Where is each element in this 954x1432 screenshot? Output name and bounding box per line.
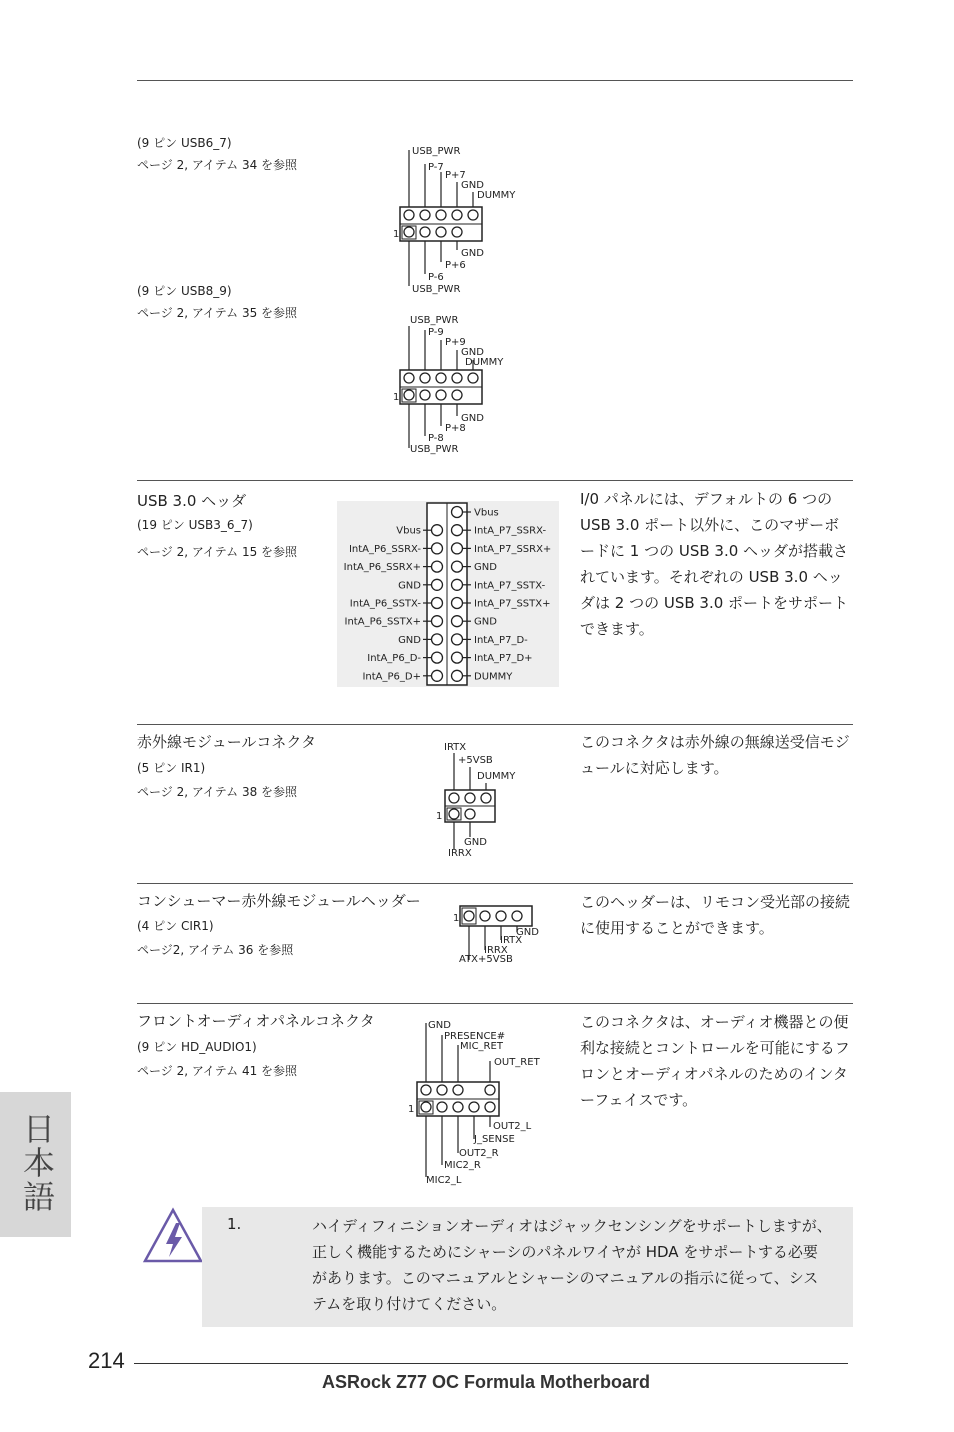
usb30-right-label: GND [474,562,497,574]
usb89-header-diagram [385,310,545,458]
usb30-left-label: IntA_P6_D+ [362,671,421,683]
usb30-right-label: IntA_P7_SSTX- [474,580,546,592]
usb67-label-p+6: P+6 [445,260,466,271]
usb30-left-pin [432,616,443,627]
audio-label-mic2r: MIC2_R [444,1160,481,1171]
usb89-label-usbpwr-bottom: USB_PWR [410,444,459,455]
audio-ref: ページ 2, アイテム 41 を参照 [137,1064,298,1078]
usb30-right-pin [452,543,463,554]
usb30-left-pin [432,634,443,645]
ir-ref: ページ 2, アイテム 38 を参照 [137,785,298,799]
audio-label-jsense: J_SENSE [474,1134,515,1145]
usb30-left-label: GND [398,580,421,592]
usb30-right-pin [452,598,463,609]
usb89-label-dummy: DUMMY [465,357,504,368]
note-number: 1. [227,1215,242,1233]
usb67-label-p-7: P-7 [428,162,444,173]
usb67-pin1: 1 [393,229,400,240]
usb89-spec: (9 ピン USB8_9) [137,284,232,298]
usb30-left-label: IntA_P6_D- [367,653,421,665]
warning-icon [142,1207,204,1265]
audio-label-gnd: GND [428,1020,451,1031]
note-text: ハイディフィニションオーディオはジャックセンシングをサポートしますが、正しく機能するためにシャーシのパネルワイヤが HDA をサポートする必要があります。このマニュアルとシャーシのマニュアルの指示に従って、システムを取り付けてください。 [312,1217,832,1313]
usb30-left-label: IntA_P6_SSRX+ [343,562,421,574]
footer-title: ASRock Z77 OC Formula Motherboard [322,1372,651,1392]
usb30-right-pin [452,670,463,681]
usb30-description: I/0 パネルには、デフォルトの 6 つの USB 3.0 ポート以外に、このマザーボードに 1 つの USB 3.0 ヘッダが搭載されています。それぞれの USB 3.0 ヘッダは 2 つの USB 3.0 ポートをサポートできます。 [580,490,849,638]
usb30-left-pin [432,543,443,554]
audio-title: フロントオーディオパネルコネクタ [137,1012,375,1030]
usb30-right-pin [452,652,463,663]
audio-label-presence: PRESENCE# [444,1031,506,1042]
usb30-right-label: DUMMY [474,671,513,683]
usb30-left-label: GND [398,634,421,646]
usb67-spec: (9 ピン USB6_7) [137,136,232,150]
cir-pin1: 1 [453,913,460,924]
ir-pin1: 1 [436,811,443,822]
usb67-label-gnd-top: GND [461,180,484,191]
usb30-left-pin [432,579,443,590]
usb67-ref: ページ 2, アイテム 34 を参照 [137,158,298,172]
cir-spec: (4 ピン CIR1) [137,919,214,933]
usb30-left-pin [432,670,443,681]
usb30-left-label: IntA_P6_SSTX+ [344,616,421,628]
usb89-label-p+8: P+8 [445,423,466,434]
audio-label-out2r: OUT2_R [459,1148,499,1159]
usb30-left-label: IntA_P6_SSTX- [349,598,421,610]
usb30-left-pin [432,561,443,572]
usb30-right-pin [452,634,463,645]
usb89-label-p-8: P-8 [428,433,444,444]
usb30-title: USB 3.0 ヘッダ [137,492,247,510]
usb30-right-pin [452,507,463,518]
usb67-label-usbpwr-top: USB_PWR [412,146,461,157]
usb30-left-label: IntA_P6_SSRX- [348,543,421,555]
audio-description: このコネクタは、オーディオ機器との便利な接続とコントロールを可能にするフロンとオーディオパネルのためのインターフェイスです。 [580,1013,850,1109]
usb30-right-label: IntA_P7_D- [474,634,528,646]
usb89-pin1: 1 [393,392,400,403]
audio-label-outret: OUT_RET [494,1057,540,1068]
ir-label-gnd: GND [464,837,487,848]
top-rule [137,80,853,81]
usb30-right-label: IntA_P7_SSTX+ [474,598,551,610]
note-box [202,1207,853,1327]
audio-label-out2l: OUT2_L [493,1121,532,1132]
usb30-left-label: Vbus [396,525,421,537]
cir-title: コンシューマー赤外線モジュールヘッダー [137,892,421,910]
usb30-right-pin [452,561,463,572]
section-rule-ir [137,724,853,725]
usb30-header-diagram [337,501,559,687]
usb89-label-p-9: P-9 [428,327,444,338]
usb89-ref: ページ 2, アイテム 35 を参照 [137,306,298,320]
usb30-right-label: IntA_P7_SSRX+ [474,543,552,555]
usb30-right-pin [452,616,463,627]
cir-label-irtx: IRTX [500,935,523,946]
audio-header-diagram [402,1015,552,1187]
ir-label-dummy: DUMMY [477,771,516,782]
ir-title: 赤外線モジュールコネクタ [137,733,317,751]
cir-ref: ページ2, アイテム 36 を参照 [137,943,294,957]
cir-label-atx5vsb: ATX+5VSB [459,954,513,965]
usb30-right-label: Vbus [474,507,499,519]
usb89-label-usbpwr-top: USB_PWR [410,315,459,326]
ir-label-irrx: IRRX [448,848,472,859]
audio-label-micret: MIC_RET [460,1041,503,1052]
usb30-right-pin [452,579,463,590]
ir-description: このコネクタは赤外線の無線送受信モジュールに対応します。 [580,733,850,777]
cir-header-diagram [450,900,560,968]
usb67-label-p-6: P-6 [428,272,444,283]
usb30-right-label: IntA_P7_D+ [474,653,533,665]
ir-label-5vsb: +5VSB [458,755,493,766]
usb30-left-pin [432,598,443,609]
audio-label-mic2l: MIC2_L [426,1175,462,1186]
side-tab-label: 日本語 [18,1112,56,1214]
cir-label-irrx: IRRX [484,945,508,956]
cir-description: このヘッダーは、リモコン受光部の接続に使用することができます。 [580,893,851,937]
audio-spec: (9 ピン HD_AUDIO1) [137,1040,257,1054]
ir-header-diagram [430,737,540,862]
usb30-right-label: GND [474,616,497,628]
cir-label-gnd: GND [516,927,539,938]
usb30-right-pin [452,525,463,536]
section-rule-audio [137,1003,853,1004]
footer-rule [134,1363,848,1364]
usb67-header-diagram [385,140,545,300]
page-number: 214 [88,1348,125,1373]
usb89-label-gnd-top: GND [461,347,484,358]
usb67-label-dummy: DUMMY [477,190,516,201]
usb30-left-pin [432,652,443,663]
usb30-ref: ページ 2, アイテム 15 を参照 [137,545,298,559]
usb30-left-pin [432,525,443,536]
usb89-label-p+9: P+9 [445,337,466,348]
usb30-spec: (19 ピン USB3_6_7) [137,518,253,532]
section-rule-cir [137,883,853,884]
usb67-label-p+7: P+7 [445,170,466,181]
ir-label-irtx: IRTX [444,742,467,753]
usb67-label-usbpwr-bottom: USB_PWR [412,284,461,295]
language-side-tab [0,1092,71,1237]
usb30-right-label: IntA_P7_SSRX- [474,525,547,537]
audio-pin1: 1 [408,1104,415,1115]
usb67-label-gnd-bottom: GND [461,248,484,259]
section-rule-usb30 [137,480,853,481]
ir-spec: (5 ピン IR1) [137,761,206,775]
usb89-label-gnd-bottom: GND [461,413,484,424]
